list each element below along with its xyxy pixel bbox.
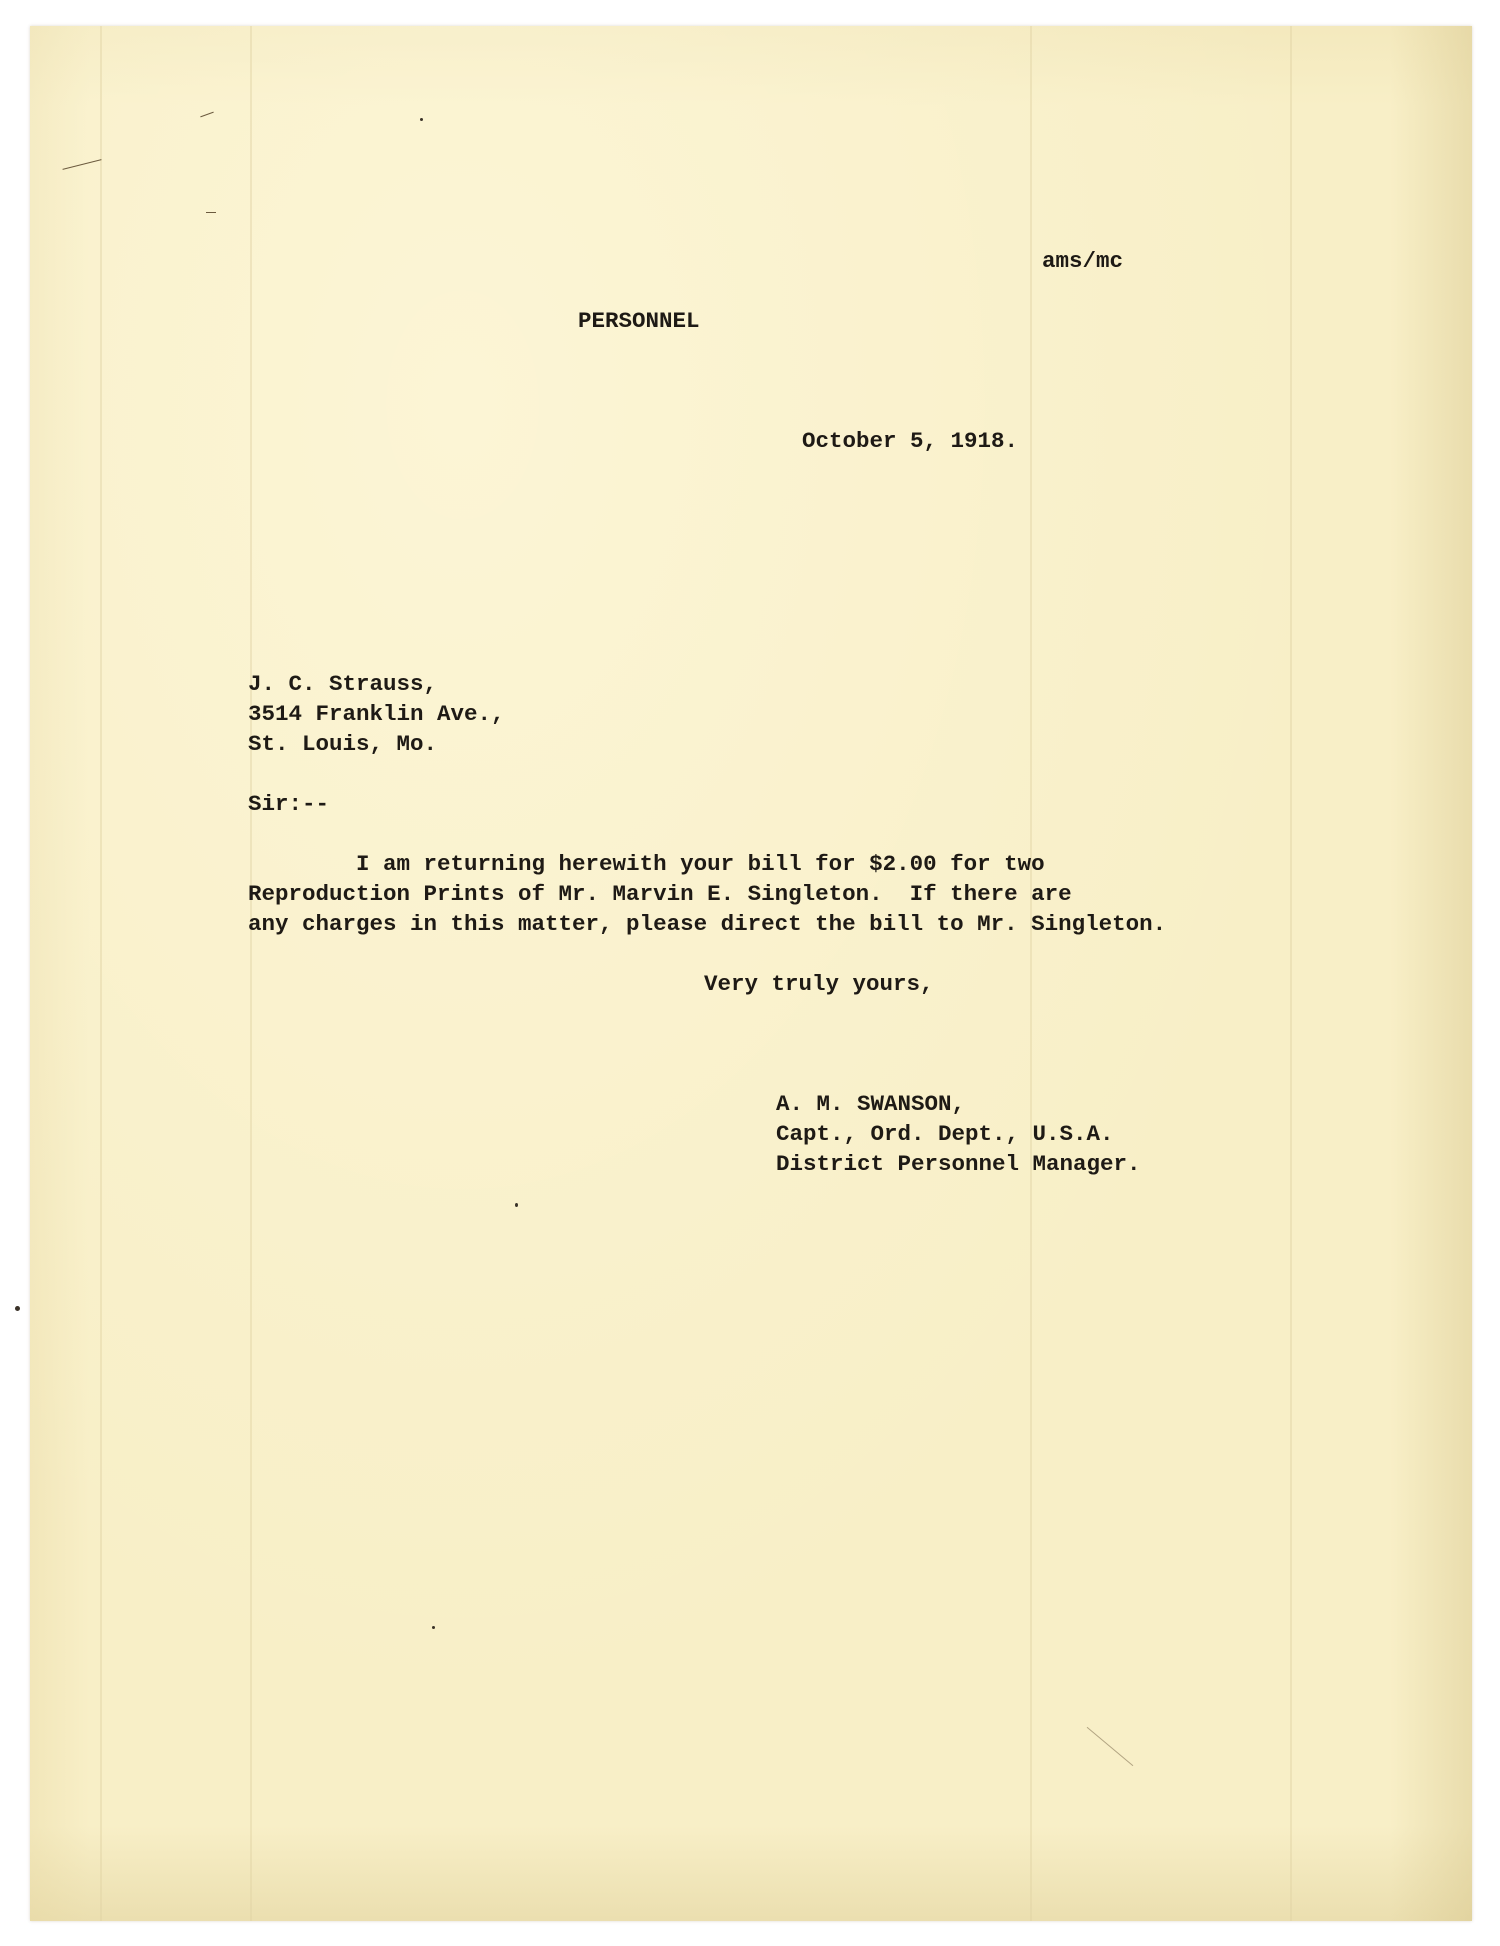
paper-speck [432, 1626, 435, 1629]
body-line: any charges in this matter, please direct the bill to Mr. Singleton. [248, 911, 1167, 937]
paper-fold-line [1030, 26, 1032, 1921]
paper-mark [206, 212, 216, 213]
recipient-street: 3514 Franklin Ave., [248, 701, 505, 727]
letter-date: October 5, 1918. [802, 428, 1019, 454]
body-line: Reproduction Prints of Mr. Marvin E. Singleton. If there are [248, 881, 1072, 907]
paper-fold-line [250, 26, 252, 1921]
department-heading: PERSONNEL [578, 308, 700, 334]
paper-fold-line [1290, 26, 1292, 1921]
reference-initials: ams/mc [1042, 248, 1124, 274]
letter-paper [30, 26, 1472, 1921]
closing: Very truly yours, [704, 971, 934, 997]
recipient-name: J. C. Strauss, [248, 671, 438, 697]
paper-mark [1087, 1727, 1134, 1766]
paper-mark [62, 159, 101, 170]
recipient-city: St. Louis, Mo. [248, 731, 438, 757]
paper-speck [420, 118, 423, 121]
signer-name: A. M. SWANSON, [776, 1091, 966, 1117]
paper-speck [515, 1203, 518, 1207]
signer-title: District Personnel Manager. [776, 1151, 1141, 1177]
salutation: Sir:-- [248, 791, 330, 817]
body-line: I am returning herewith your bill for $2.00 for two [248, 851, 1045, 877]
signer-rank: Capt., Ord. Dept., U.S.A. [776, 1121, 1114, 1147]
paper-mark [200, 112, 213, 118]
scan-speck [15, 1306, 20, 1311]
paper-fold-line [100, 26, 102, 1921]
